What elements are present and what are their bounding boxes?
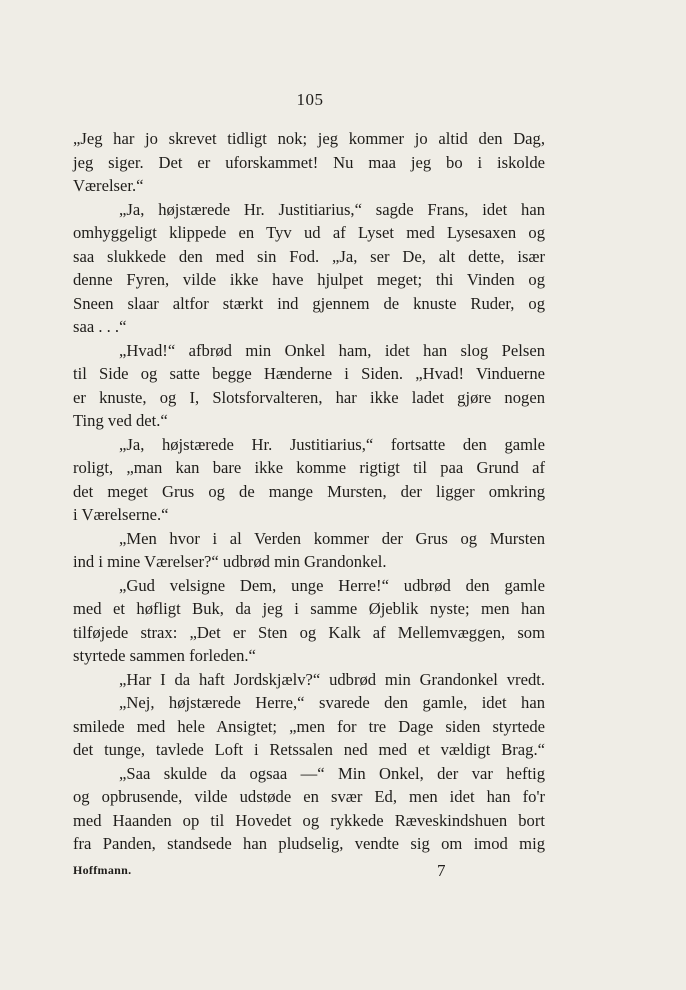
text-line: Ting ved det.“: [73, 411, 168, 430]
text-line: „Jeg har jo skrevet tidligt nok; jeg kommer jo altid den Dag,: [73, 129, 545, 148]
text-line: „Men hvor i al Verden kommer der Grus og Mursten: [119, 528, 545, 548]
text-line: „Ja, højstærede Hr. Justitiarius,“ sagde Frans, idet han: [119, 199, 545, 219]
text-line: og opbrusende, vilde udstøde en svær Ed, men idet han fo'r: [73, 787, 545, 806]
page-footer: [73, 861, 473, 883]
text-line: det meget Grus og de mange Mursten, der ligger omkring: [73, 481, 545, 501]
text-line: saa . . .“: [73, 317, 127, 336]
printer-signature: Hoffmann.: [73, 863, 132, 877]
text-line: Værelser.“: [73, 176, 144, 195]
text-line: „Hvad!“ afbrød min Onkel ham, idet han slog Pelsen: [119, 340, 545, 360]
text-line: „Saa skulde da ogsaa —“ Min Onkel, der var heftig: [119, 763, 545, 783]
text-line: jeg siger. Det er uforskammet! Nu maa jeg bo i iskolde: [73, 152, 545, 172]
text-line: til Side og satte begge Hænderne i Siden. „Hvad! Vinduerne: [73, 364, 545, 383]
text-line: „Gud velsigne Dem, unge Herre!“ udbrød den gamle: [119, 575, 545, 595]
text-line: Sneen slaar altfor stærkt ind gjennem de knuste Ruder, og: [73, 293, 545, 313]
text-line: styrtede sammen forleden.“: [73, 646, 256, 665]
text-line: „Har I da haft Jordskjælv?“ udbrød min Grandonkel vredt.: [119, 669, 545, 689]
text-line: tilføjede strax: „Det er Sten og Kalk af Mellemvæggen, som: [73, 622, 545, 642]
text-line: ind i mine Værelser?“ udbrød min Grandonkel.: [73, 552, 387, 571]
text-line: i Værelserne.“: [73, 505, 169, 524]
body-text: [73, 127, 545, 856]
text-line: det tunge, tavlede Loft i Retssalen ned med et vældigt Brag.“: [73, 740, 545, 759]
text-line: roligt, „man kan bare ikke komme rigtigt til paa Grund af: [73, 458, 545, 477]
page-number: 105: [296, 90, 324, 109]
text-line: „Nej, højstærede Herre,“ svarede den gamle, idet han: [119, 693, 545, 712]
text-line: saa slukkede den med sin Fod. „Ja, ser De, alt dette, især: [73, 246, 545, 266]
text-line: denne Fyren, vilde ikke have hjulpet meget; thi Vinden og: [73, 270, 545, 289]
text-line: „Ja, højstærede Hr. Justitiarius,“ fortsatte den gamle: [119, 434, 545, 454]
text-line: fra Panden, standsede han pludselig, vendte sig om imod mig: [73, 834, 545, 853]
text-line: er knuste, og I, Slotsforvalteren, har ikke ladet gjøre nogen: [73, 387, 545, 407]
text-line: smilede med hele Ansigtet; „men for tre Dage siden styrtede: [73, 716, 545, 736]
text-line: omhyggeligt klippede en Tyv ud af Lyset med Lysesaxen og: [73, 223, 545, 242]
signature-mark: 7: [437, 861, 446, 880]
text-line: med et høfligt Buk, da jeg i samme Øjeblik nyste; men han: [73, 599, 545, 618]
text-line: med Haanden op til Hovedet og rykkede Ræveskindshuen bort: [73, 810, 545, 830]
